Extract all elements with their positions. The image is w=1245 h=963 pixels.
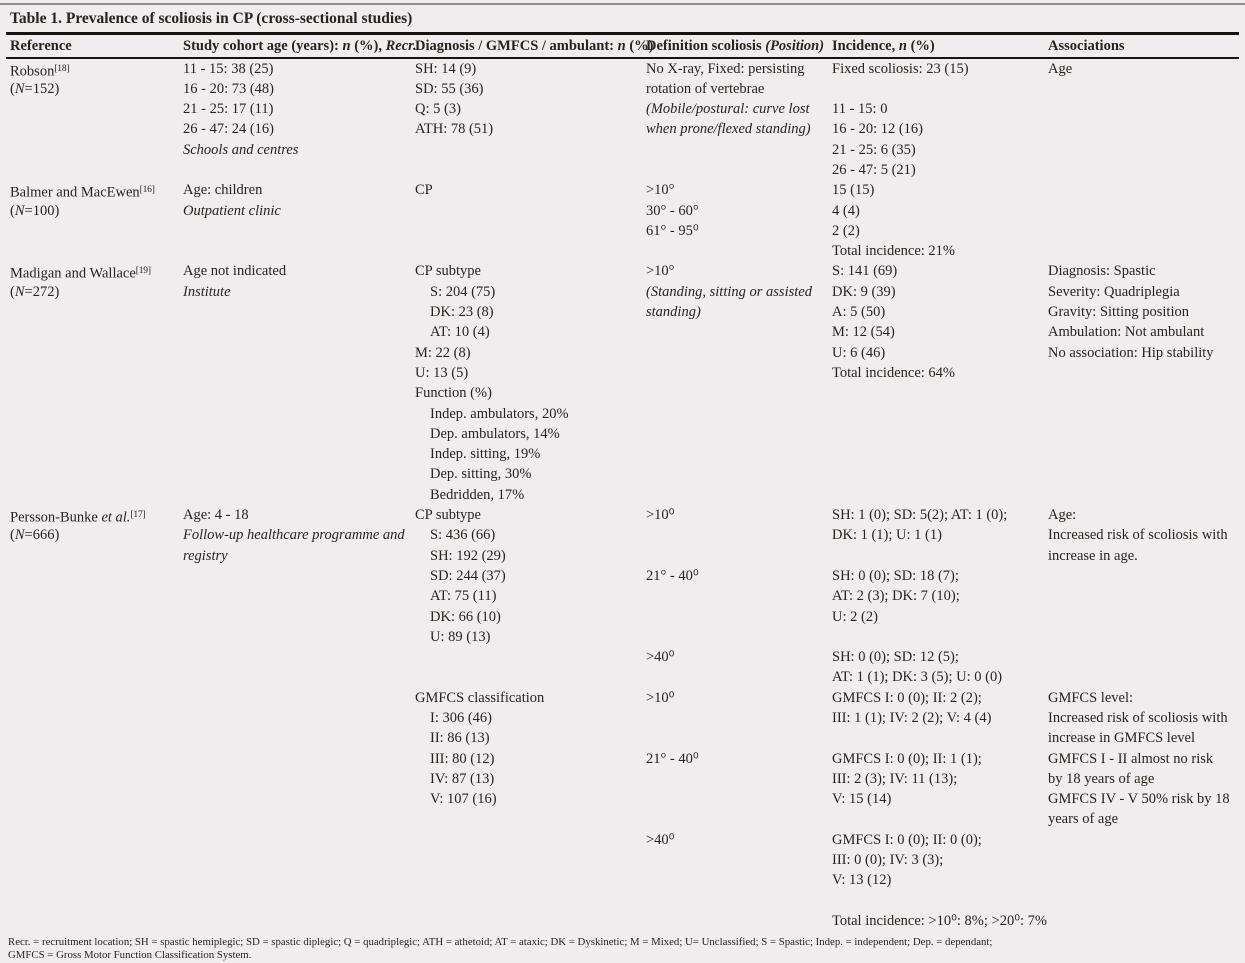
text-line	[415, 464, 646, 484]
text-line: 61° - 95⁰	[646, 222, 699, 239]
text-line: U: 2 (2)	[832, 608, 878, 625]
header-segment: n	[898, 38, 907, 54]
header-segment: Associations	[1048, 38, 1125, 54]
text-line: CP	[415, 182, 433, 199]
text-segment: Outpatient clinic	[183, 202, 281, 219]
text-line: 15 (15)	[832, 182, 875, 199]
text-line: SH: 0 (0); SD: 18 (7);	[832, 567, 959, 584]
reference-superscript: [18]	[54, 63, 70, 74]
balmer-macewen-incidence-cell	[832, 180, 1048, 261]
text-line: years of age	[1048, 811, 1119, 828]
text-line	[415, 749, 646, 769]
text-line	[10, 201, 183, 221]
text-segment: V: 107 (16)	[430, 791, 497, 808]
text-line: Age: 4 - 18	[183, 507, 249, 524]
text-line	[415, 789, 646, 809]
text-line	[415, 525, 646, 545]
text-line	[646, 99, 832, 119]
text-line: CP subtype	[415, 263, 481, 280]
persson-bunke-total-diagnosis-cell	[415, 891, 646, 932]
text-line	[646, 728, 832, 748]
text-line	[10, 59, 183, 79]
header-segment: Diagnosis / GMFCS / ambulant:	[415, 38, 618, 54]
text-line	[10, 180, 183, 200]
text-line: Q: 5 (3)	[415, 101, 461, 118]
madigan-wallace-definition-cell	[646, 261, 832, 505]
text-segment: (	[10, 527, 15, 544]
text-line	[415, 322, 646, 342]
text-segment: II: 86 (13)	[430, 730, 490, 747]
table-title: Table 1. Prevalence of scoliosis in CP (cross-sectional studies)	[10, 10, 413, 27]
persson-bunke-total-definition-cell	[646, 891, 832, 932]
text-line: 11 - 15: 0	[832, 101, 888, 118]
text-line: Function (%)	[415, 385, 492, 402]
text-line: Ambulation: Not ambulant	[1048, 324, 1205, 341]
text-line: 11 - 15: 38 (25)	[183, 60, 274, 77]
text-line	[183, 282, 415, 302]
text-line	[415, 627, 646, 647]
text-line: AT: 1 (1); DK: 3 (5); U: 0 (0)	[832, 669, 1003, 686]
text-segment: Dep. sitting, 30%	[430, 466, 532, 483]
text-segment: U: 89 (13)	[430, 628, 491, 645]
text-line	[646, 769, 832, 789]
text-segment: Bedridden, 17%	[430, 486, 525, 503]
text-segment: III: 80 (12)	[430, 750, 495, 767]
text-line: increase in GMFCS level	[1048, 730, 1195, 747]
text-line	[415, 282, 646, 302]
text-line: Severity: Quadriplegia	[1048, 283, 1180, 300]
text-line: GMFCS classification	[415, 689, 545, 706]
text-line	[415, 607, 646, 627]
footnote-line: Recr. = recruitment location; SH = spastic hemiplegic; SD = spastic diplegic; Q = quadriplegic; ATH = athetoid; AT = ataxic; DK = Dyskinetic; M = Mixed; U= Unclassified; S = Spastic; Indep. = independent; Dep. = dependant;	[8, 936, 993, 949]
column-header-age	[183, 35, 415, 57]
text-line: V: 15 (14)	[832, 791, 892, 808]
text-line: Total incidence: 21%	[832, 243, 955, 260]
madigan-wallace-diagnosis-cell	[415, 261, 646, 505]
text-line	[10, 261, 183, 281]
persson-bunke-diagnosis-cell	[415, 505, 646, 688]
text-line	[10, 525, 183, 545]
column-header-associations	[1048, 35, 1242, 57]
text-line: SD: 55 (36)	[415, 80, 484, 97]
text-line	[646, 809, 832, 829]
text-line: Age: children	[183, 182, 263, 199]
text-segment: =666)	[24, 527, 60, 544]
text-line: GMFCS IV - V 50% risk by 18	[1048, 791, 1230, 808]
text-line: Gravity: Sitting position	[1048, 304, 1189, 321]
text-segment: DK: 66 (10)	[430, 608, 501, 625]
text-line	[183, 546, 415, 566]
text-segment: Institute	[183, 283, 231, 300]
text-segment: standing)	[646, 304, 701, 321]
text-segment: S: 204 (75)	[430, 283, 496, 300]
persson-bunke-age-cell	[183, 505, 415, 688]
madigan-wallace-incidence-cell	[832, 261, 1048, 505]
text-line	[415, 302, 646, 322]
text-line: 16 - 20: 73 (48)	[183, 80, 275, 97]
text-line	[646, 546, 832, 566]
text-line: >10⁰	[646, 689, 675, 706]
text-segment: SH: 192 (29)	[430, 547, 506, 564]
header-segment: Recr.	[385, 38, 417, 54]
text-segment: Schools and centres	[183, 141, 299, 158]
madigan-wallace-reference-cell	[10, 261, 183, 505]
text-line: AT: 2 (3); DK: 7 (10);	[832, 588, 960, 605]
text-segment: =272)	[24, 283, 60, 300]
text-line: 2 (2)	[832, 222, 860, 239]
header-segment: Study cohort age (years):	[183, 38, 343, 54]
robson-age-cell	[183, 59, 415, 181]
header-segment: (%)	[625, 38, 654, 54]
text-line	[183, 140, 415, 160]
text-line: M: 12 (54)	[832, 324, 895, 341]
text-line: Age	[1048, 60, 1073, 77]
column-header-diagnosis	[415, 35, 654, 57]
balmer-macewen-age-cell	[183, 180, 415, 261]
text-line: A: 5 (50)	[832, 304, 886, 321]
text-line	[415, 728, 646, 748]
text-segment: N	[14, 202, 25, 219]
text-line	[415, 566, 646, 586]
text-segment: N	[14, 527, 25, 544]
text-line	[832, 546, 1048, 566]
text-line	[415, 485, 646, 505]
text-segment: =100)	[24, 202, 60, 219]
text-line: III: 2 (3); IV: 11 (13);	[832, 770, 958, 787]
text-segment: N	[14, 283, 25, 300]
persson-bunke-gmfcs-age-cell	[183, 688, 415, 891]
persson-bunke-reference-cell	[10, 505, 183, 688]
text-line: 26 - 47: 24 (16)	[183, 121, 275, 138]
text-line: 16 - 20: 12 (16)	[832, 121, 924, 138]
text-line	[10, 505, 183, 525]
header-segment: (%)	[906, 38, 935, 54]
header-segment: (%),	[350, 38, 386, 54]
text-line: V: 13 (12)	[832, 872, 892, 889]
text-line: 26 - 47: 5 (21)	[832, 161, 916, 178]
text-line: >10°	[646, 182, 675, 199]
text-line	[646, 119, 832, 139]
persson-bunke-total-age-cell	[183, 891, 415, 932]
table-footnote	[0, 931, 1245, 961]
study-row-persson-bunke-total-continued	[0, 891, 1245, 932]
robson-reference-cell	[10, 59, 183, 181]
study-row-persson-bunke-gmfcs-continued	[0, 688, 1245, 891]
text-line	[832, 627, 1048, 647]
text-line: SH: 1 (0); SD: 5(2); AT: 1 (0);	[832, 507, 1008, 524]
text-segment: when prone/flexed standing)	[646, 121, 811, 138]
study-row-robson	[0, 59, 1245, 181]
text-segment: =152)	[24, 80, 60, 97]
column-header-definition	[646, 35, 832, 57]
text-line: Total incidence: >10⁰: 8%; >20⁰: 7%	[832, 912, 1048, 929]
text-line: Total incidence: 64%	[832, 364, 955, 381]
text-segment: Dep. ambulators, 14%	[430, 425, 560, 442]
text-line	[646, 607, 832, 627]
text-segment: Robson	[10, 63, 55, 79]
persson-bunke-definition-cell	[646, 505, 832, 688]
text-line	[646, 708, 832, 728]
text-line	[415, 708, 646, 728]
text-segment: Indep. sitting, 19%	[430, 446, 541, 463]
balmer-macewen-definition-cell	[646, 180, 832, 261]
column-header-incidence	[832, 35, 1048, 57]
header-segment: (Position)	[765, 38, 825, 54]
text-line: >10⁰	[646, 507, 675, 524]
text-line	[646, 302, 832, 322]
header-segment: n	[617, 38, 626, 54]
robson-associations-cell	[1048, 59, 1242, 181]
text-line: GMFCS I: 0 (0); II: 1 (1);	[832, 750, 982, 767]
text-line: III: 1 (1); IV: 2 (2); V: 4 (4)	[832, 710, 992, 726]
text-line: M: 22 (8)	[415, 344, 471, 361]
text-line: CP subtype	[415, 507, 481, 524]
text-line: III: 0 (0); IV: 3 (3);	[832, 852, 944, 869]
reference-superscript: [19]	[135, 266, 151, 277]
text-line	[832, 728, 1048, 748]
text-segment: N	[14, 80, 25, 97]
robson-definition-cell	[646, 59, 832, 181]
persson-bunke-total-reference-cell	[10, 891, 183, 932]
reference-superscript: [17]	[130, 510, 146, 521]
study-row-balmer-macewen	[0, 180, 1245, 261]
text-segment: Persson-Bunke	[10, 509, 102, 526]
text-segment: (Standing, sitting or assisted	[646, 283, 812, 300]
madigan-wallace-age-cell	[183, 261, 415, 505]
text-line: Fixed scoliosis: 23 (15)	[832, 60, 969, 77]
persson-bunke-gmfcs-incidence-cell	[832, 688, 1048, 891]
text-line: Increased risk of scoliosis with	[1048, 710, 1228, 726]
text-segment: SD: 244 (37)	[430, 567, 506, 584]
text-line	[10, 282, 183, 302]
text-line	[183, 525, 415, 545]
text-line: 21 - 25: 17 (11)	[183, 101, 274, 118]
balmer-macewen-diagnosis-cell	[415, 180, 646, 261]
text-line	[646, 627, 832, 647]
text-line: 21° - 40⁰	[646, 567, 699, 584]
text-line	[832, 79, 1048, 99]
text-line: GMFCS level:	[1048, 689, 1133, 706]
text-segment: Balmer and MacEwen	[10, 184, 140, 201]
text-line: No association: Hip stability	[1048, 344, 1214, 361]
text-segment: I: 306 (46)	[430, 710, 493, 726]
text-line: increase in age.	[1048, 547, 1138, 564]
header-segment: n	[342, 38, 351, 54]
header-segment: Reference	[10, 38, 72, 54]
study-row-persson-bunke	[0, 505, 1245, 688]
robson-incidence-cell	[832, 59, 1048, 181]
text-segment: (Mobile/postural: curve lost	[646, 101, 810, 118]
text-line: 30° - 60°	[646, 202, 699, 219]
text-line: >10°	[646, 263, 675, 280]
text-line: rotation of vertebrae	[646, 80, 765, 97]
text-line	[415, 546, 646, 566]
text-segment: DK: 23 (8)	[430, 304, 494, 321]
persson-bunke-gmfcs-definition-cell	[646, 688, 832, 891]
text-line: >40⁰	[646, 649, 675, 666]
text-segment: (	[10, 80, 15, 97]
text-line: No X-ray, Fixed: persisting	[646, 60, 805, 77]
text-line: U: 13 (5)	[415, 364, 469, 381]
robson-diagnosis-cell	[415, 59, 646, 181]
text-line	[415, 586, 646, 606]
text-line: GMFCS I: 0 (0); II: 2 (2);	[832, 689, 982, 706]
text-line	[10, 79, 183, 99]
text-line: 21° - 40⁰	[646, 750, 699, 767]
text-line: GMFCS I: 0 (0); II: 0 (0);	[832, 831, 982, 848]
text-line	[415, 404, 646, 424]
text-line: ATH: 78 (51)	[415, 121, 494, 138]
balmer-macewen-reference-cell	[10, 180, 183, 261]
text-line	[646, 586, 832, 606]
persson-bunke-total-incidence-cell	[832, 891, 1048, 932]
header-segment: Definition scoliosis	[646, 38, 766, 54]
persson-bunke-gmfcs-reference-cell	[10, 688, 183, 891]
text-segment: et al.	[101, 509, 131, 526]
text-line: by 18 years of age	[1048, 770, 1155, 787]
text-line	[415, 424, 646, 444]
text-segment: Madigan and Wallace	[10, 265, 136, 282]
column-header-reference	[10, 35, 183, 57]
table-header-row	[0, 35, 1245, 57]
text-line	[183, 201, 415, 221]
text-segment: IV: 87 (13)	[430, 770, 495, 787]
text-line: S: 141 (69)	[832, 263, 898, 280]
madigan-wallace-associations-cell	[1048, 261, 1242, 505]
text-line: U: 6 (46)	[832, 344, 886, 361]
text-line: SH: 14 (9)	[415, 60, 477, 77]
balmer-macewen-associations-cell	[1048, 180, 1242, 261]
persson-bunke-associations-cell	[1048, 505, 1242, 688]
text-line: >40⁰	[646, 831, 675, 848]
text-segment: AT: 75 (11)	[430, 588, 497, 605]
text-line	[832, 809, 1048, 829]
text-line	[832, 891, 1048, 911]
text-segment: (	[10, 202, 15, 219]
persson-bunke-gmfcs-associations-cell	[1048, 688, 1242, 891]
text-line	[646, 282, 832, 302]
text-segment: Follow-up healthcare programme and	[183, 527, 405, 544]
reference-superscript: [16]	[139, 185, 155, 196]
text-line	[646, 525, 832, 545]
persson-bunke-gmfcs-diagnosis-cell	[415, 688, 646, 891]
text-line: DK: 1 (1); U: 1 (1)	[832, 527, 942, 544]
text-line: 4 (4)	[832, 202, 860, 219]
text-segment: AT: 10 (4)	[430, 324, 490, 341]
text-line: SH: 0 (0); SD: 12 (5);	[832, 649, 959, 666]
text-line: Increased risk of scoliosis with	[1048, 527, 1228, 544]
text-line: Diagnosis: Spastic	[1048, 263, 1156, 280]
text-line: GMFCS I - II almost no risk	[1048, 750, 1214, 767]
text-segment: registry	[183, 547, 228, 564]
text-line: Age not indicated	[183, 263, 287, 280]
header-segment: Incidence,	[832, 38, 899, 54]
text-segment: S: 436 (66)	[430, 527, 496, 544]
text-line: DK: 9 (39)	[832, 283, 896, 300]
text-line: 21 - 25: 6 (35)	[832, 141, 916, 158]
text-segment: Indep. ambulators, 20%	[430, 405, 569, 422]
footnote-line: GMFCS = Gross Motor Function Classification System.	[8, 948, 252, 961]
text-line: Age:	[1048, 507, 1077, 524]
persson-bunke-total-associations-cell	[1048, 891, 1242, 932]
text-line	[415, 444, 646, 464]
text-line	[646, 789, 832, 809]
text-line	[415, 769, 646, 789]
persson-bunke-incidence-cell	[832, 505, 1048, 688]
text-segment: (	[10, 283, 15, 300]
table-body	[0, 59, 1245, 932]
study-row-madigan-wallace	[0, 261, 1245, 505]
